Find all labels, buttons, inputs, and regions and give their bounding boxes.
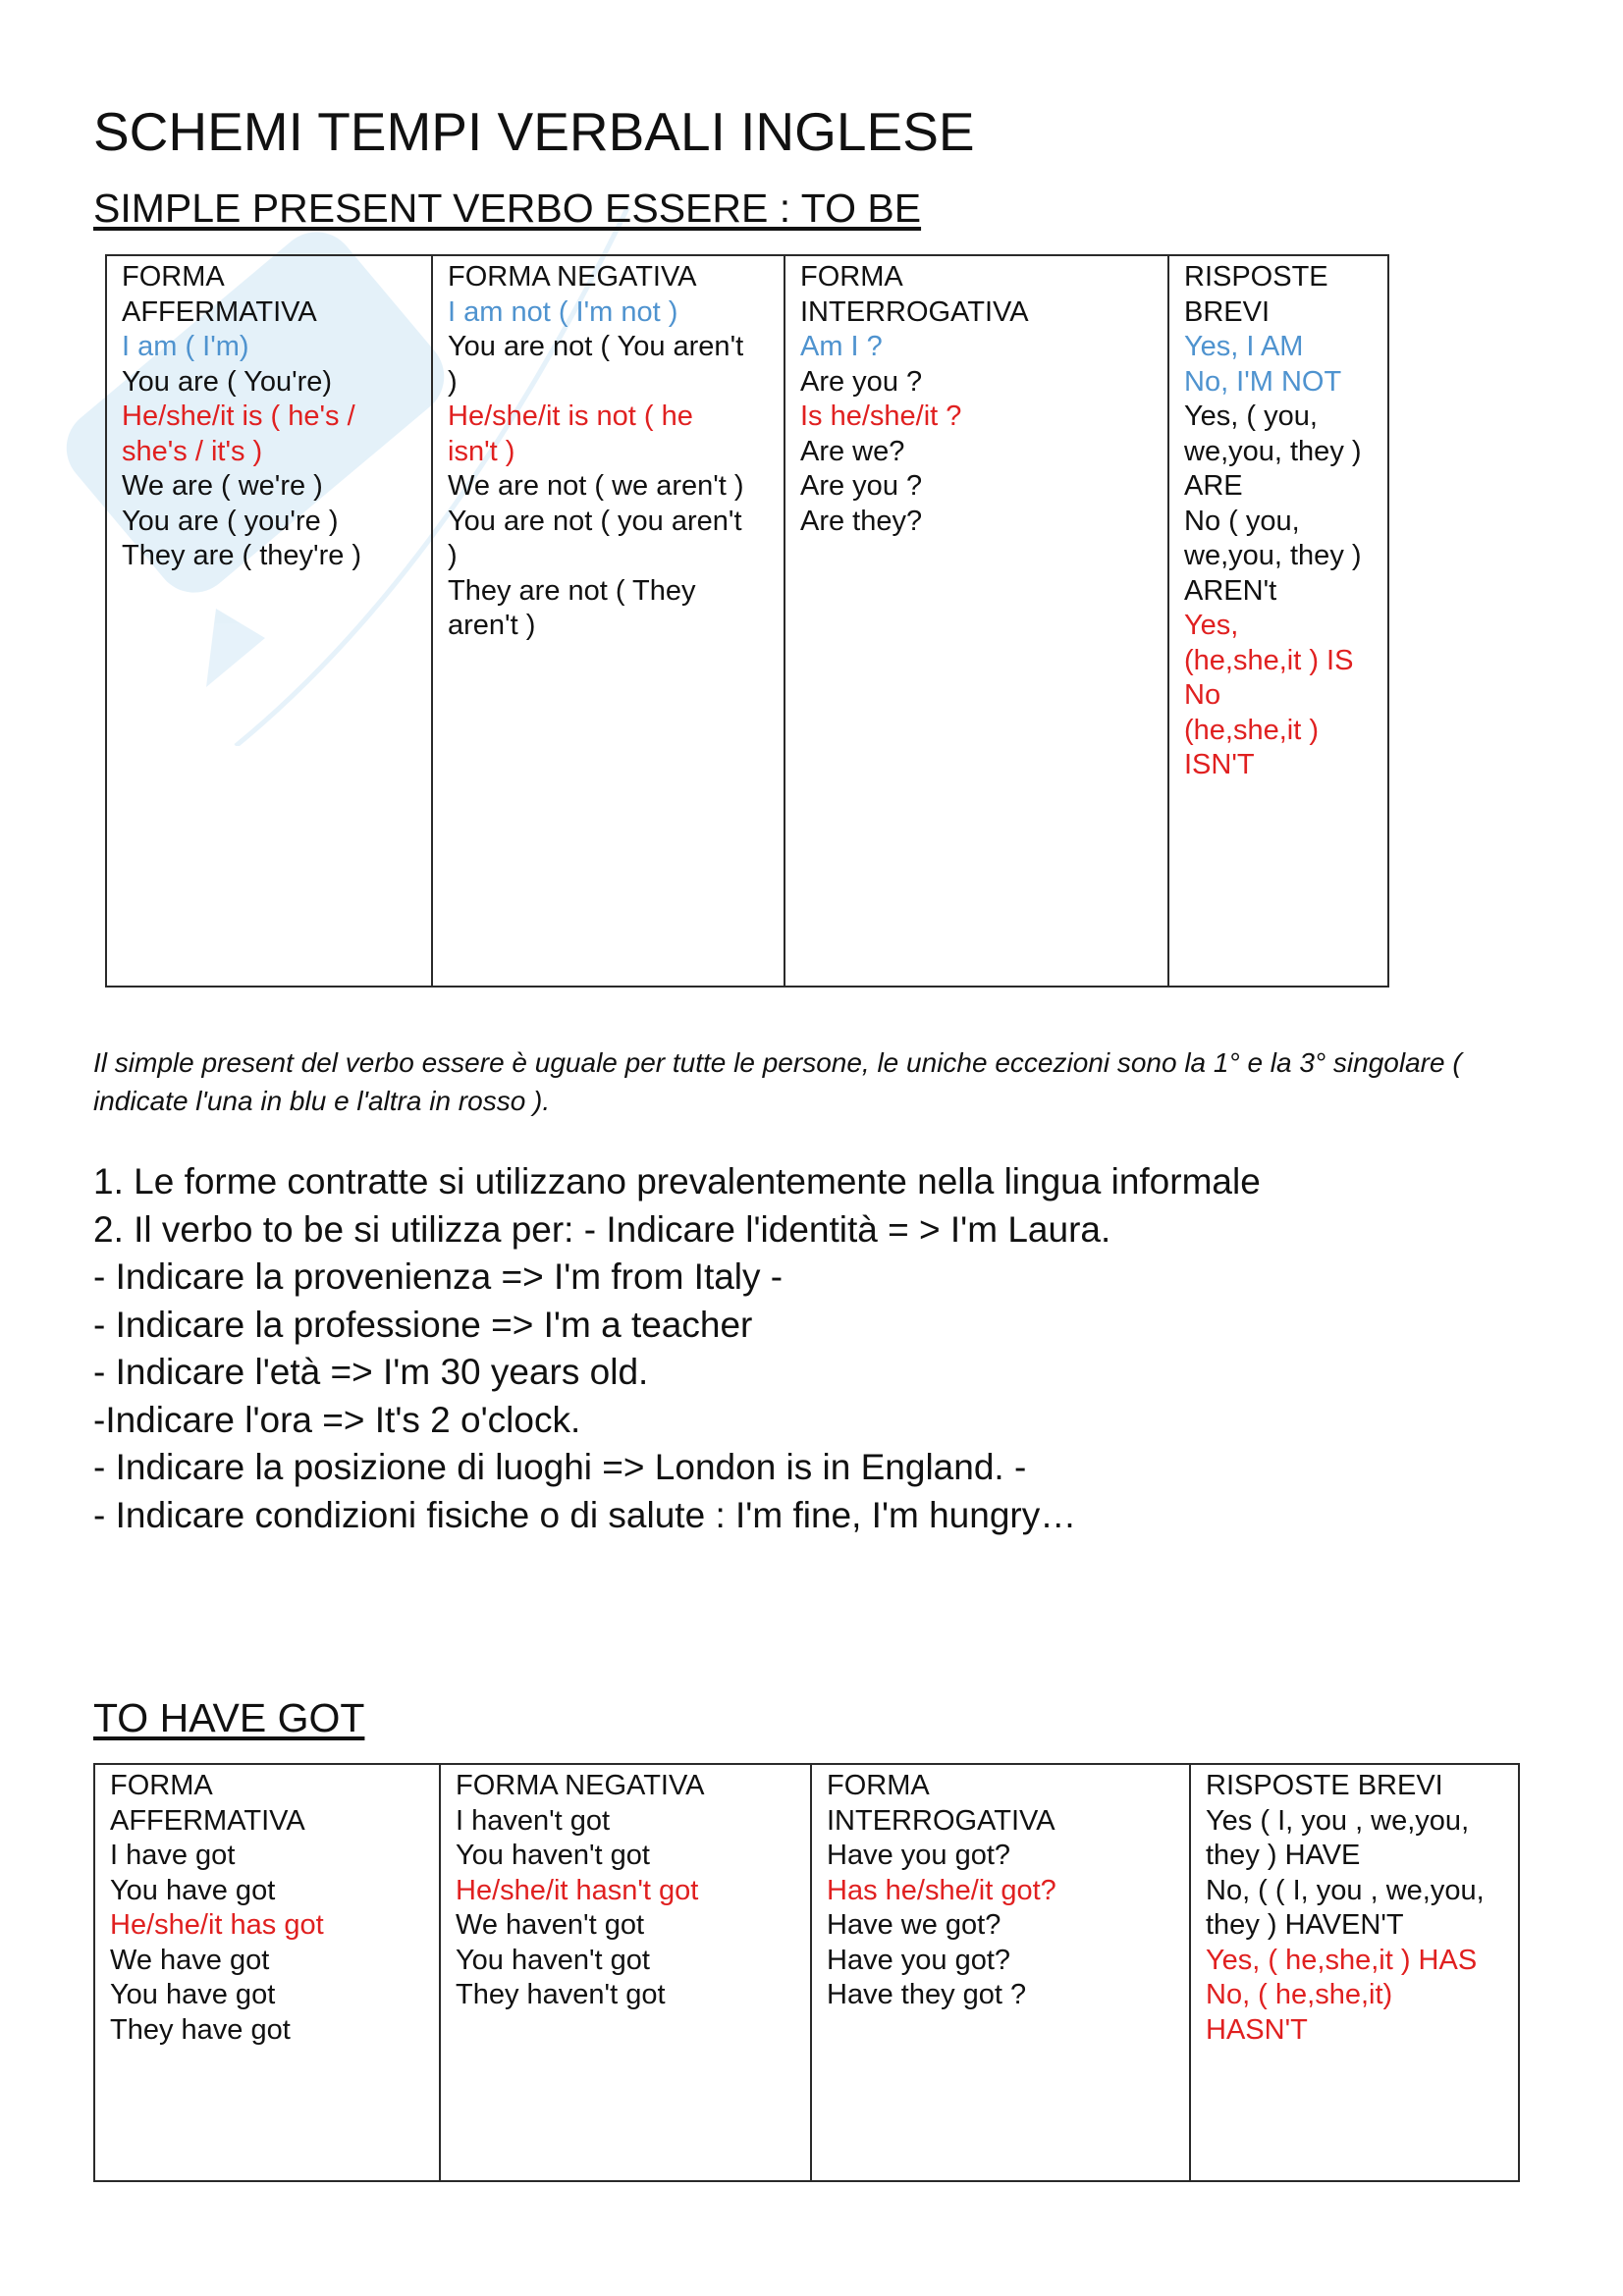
cell-line: Have they got ? (827, 1979, 1027, 2010)
cell-line: No, ( he,she,it) (1206, 1979, 1393, 2010)
cell-line: AREN't (1184, 574, 1277, 607)
cell-line: Are you ? (800, 470, 923, 502)
to-be-table (105, 254, 1389, 988)
cell-line: You are ( you're ) (122, 505, 339, 537)
cell-line: Are you ? (800, 365, 923, 398)
cell-line: Yes, I AM (1184, 331, 1304, 362)
explanatory-note: Il simple present del verbo essere è uguale per tutte le persone, le uniche eccezioni sono la 1° e la 3° singolare ( indicate l'una in blu e l'altra in rosso ). (93, 1047, 1462, 1116)
cell-line: (he,she,it ) IS (1184, 644, 1354, 676)
cell-line: AFFERMATIVA (122, 295, 317, 328)
cell-line: Have you got? (827, 1944, 1011, 1976)
cell-line: Am I ? (800, 331, 883, 362)
cell-line: You are not ( you aren't (448, 505, 742, 537)
negative-column (440, 1764, 811, 2181)
cell-line: You have got (110, 1874, 276, 1906)
cell-line: isn't ) (448, 435, 515, 467)
cell-line: FORMA NEGATIVA (448, 261, 697, 293)
cell-line: He/she/it is ( he's / (122, 400, 355, 432)
cell-line: Have you got? (827, 1840, 1011, 1871)
cell-line: We have got (110, 1944, 270, 1976)
cell-line: I haven't got (456, 1804, 611, 1837)
short-answers-column (1190, 1764, 1519, 2181)
negative-column (432, 255, 784, 987)
have-got-table (93, 1763, 1520, 2182)
rule-item: - Indicare la provenienza => I'm from Italy - (93, 1256, 784, 1297)
section-heading-to-be: SIMPLE PRESENT VERBO ESSERE : TO BE (93, 186, 922, 231)
usage-rules-list (93, 1158, 1527, 1539)
cell-line: They are not ( They (448, 574, 696, 607)
cell-line: They haven't got (456, 1979, 666, 2010)
cell-line: He/she/it is not ( he (448, 400, 693, 432)
cell-line: (he,she,it ) (1184, 714, 1319, 746)
cell-line: You are not ( You aren't (448, 331, 744, 362)
cell-line: Yes ( I, you , we,you, (1206, 1804, 1470, 1837)
cell-line: Yes, (1184, 610, 1239, 641)
cell-line: No ( you, (1184, 505, 1300, 537)
cell-line: Yes, ( you, (1184, 400, 1318, 432)
cell-line: FORMA (827, 1770, 930, 1801)
cell-line: You have got (110, 1979, 276, 2010)
cell-line: No (1184, 679, 1221, 711)
cell-line: He/she/it hasn't got (456, 1874, 699, 1906)
cell-line: FORMA (110, 1770, 213, 1801)
cell-line: Are we? (800, 435, 905, 467)
rule-item: 2. Il verbo to be si utilizza per: - Indicare l'identità = > I'm Laura. (93, 1208, 1111, 1250)
cell-line: ARE (1184, 470, 1243, 502)
cell-line: He/she/it has got (110, 1909, 324, 1941)
cell-line: They are ( they're ) (122, 540, 362, 571)
cell-line: they ) HAVEN'T (1206, 1909, 1404, 1941)
cell-line: ) (448, 365, 458, 398)
rule-item: -Indicare l'ora => It's 2 o'clock. (93, 1399, 581, 1440)
cell-line: Has he/she/it got? (827, 1874, 1056, 1906)
section-heading-have-got: TO HAVE GOT (93, 1695, 365, 1740)
cell-line: aren't ) (448, 610, 536, 641)
cell-line: Is he/she/it ? (800, 400, 962, 432)
cell-line: FORMA (800, 261, 903, 293)
cell-line: RISPOSTE (1184, 261, 1328, 293)
page-title: SCHEMI TEMPI VERBALI INGLESE (93, 101, 975, 162)
affirmative-column (94, 1764, 440, 2181)
cell-line: they ) HAVE (1206, 1840, 1361, 1871)
cell-line: We haven't got (456, 1909, 645, 1941)
cell-line: You haven't got (456, 1944, 650, 1976)
cell-line: I have got (110, 1840, 236, 1871)
cell-line: We are not ( we aren't ) (448, 470, 744, 502)
cell-line: we,you, they ) (1184, 435, 1362, 467)
cell-line: we,you, they ) (1184, 540, 1362, 571)
cell-line: No, I'M NOT (1184, 365, 1342, 398)
cell-line: You are ( You're) (122, 365, 333, 398)
rule-item: - Indicare la posizione di luoghi => London is in England. - (93, 1447, 1027, 1487)
cell-line: ISN'T (1184, 749, 1255, 780)
cell-line: AFFERMATIVA (110, 1804, 305, 1837)
interrogative-column (784, 255, 1168, 987)
cell-line: FORMA NEGATIVA (456, 1770, 705, 1801)
cell-line: Are they? (800, 505, 923, 537)
cell-line: she's / it's ) (122, 435, 263, 467)
rule-item: 1. Le forme contratte si utilizzano prevalentemente nella lingua informale (93, 1161, 1261, 1201)
cell-line: FORMA (122, 261, 225, 293)
rule-item: - Indicare condizioni fisiche o di salute : I'm fine, I'm hungry… (93, 1494, 1077, 1535)
cell-line: You haven't got (456, 1840, 650, 1871)
rule-item: - Indicare la professione => I'm a teacher (93, 1304, 753, 1345)
affirmative-column (106, 255, 432, 987)
cell-line: They have got (110, 2013, 291, 2046)
cell-line: HASN'T (1206, 2013, 1308, 2046)
cell-line: I am ( I'm) (122, 331, 249, 362)
cell-line: Yes, ( he,she,it ) HAS (1206, 1944, 1478, 1976)
cell-line: I am not ( I'm not ) (448, 295, 678, 328)
cell-line: RISPOSTE BREVI (1206, 1770, 1443, 1801)
cell-line: No, ( ( I, you , we,you, (1206, 1874, 1485, 1906)
short-answers-column (1168, 255, 1388, 987)
interrogative-column (811, 1764, 1190, 2181)
cell-line: Have we got? (827, 1909, 1001, 1941)
cell-line: ) (448, 540, 458, 571)
cell-line: INTERROGATIVA (827, 1804, 1055, 1837)
cell-line: INTERROGATIVA (800, 295, 1029, 328)
cell-line: BREVI (1184, 295, 1271, 328)
rule-item: - Indicare l'età => I'm 30 years old. (93, 1352, 649, 1392)
cell-line: We are ( we're ) (122, 470, 323, 502)
